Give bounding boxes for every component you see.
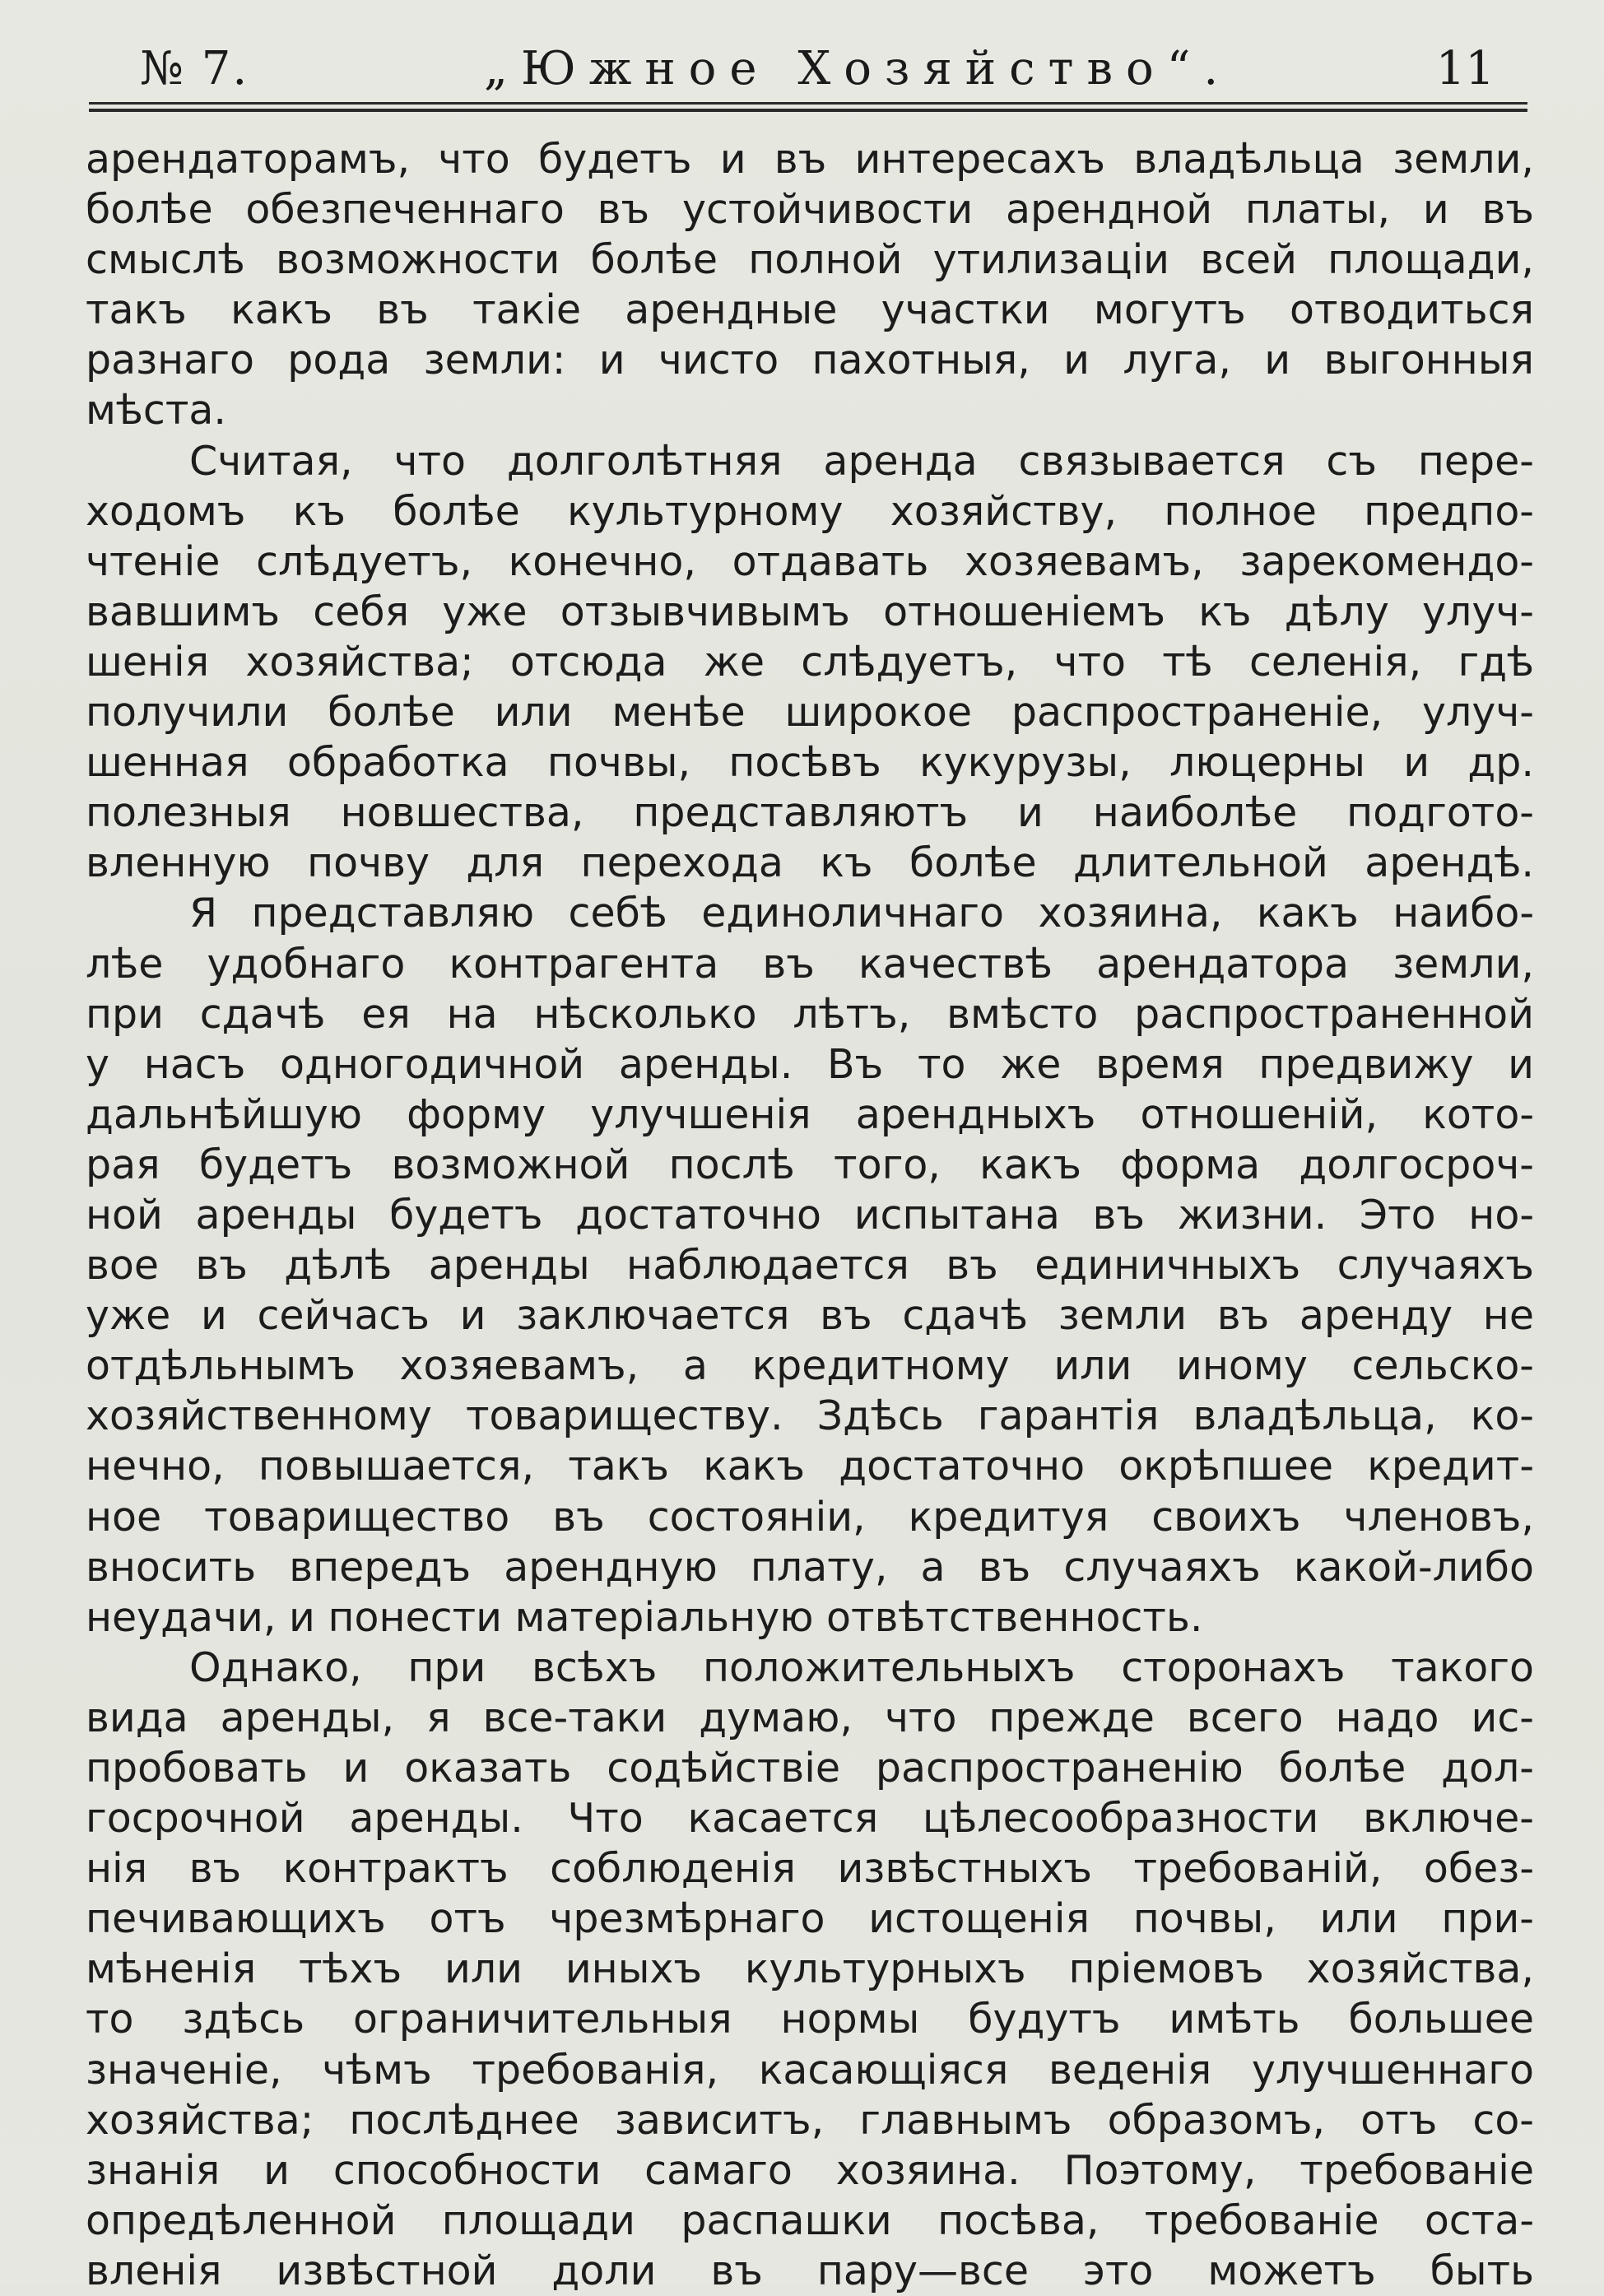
text-line: смыслѣ возможности болѣе полной утилизаціи всей площади, [86,236,1534,284]
text-line: арендаторамъ, что будетъ и въ интересахъ владѣльца земли, [86,136,1534,183]
page-number: 11 [1435,42,1495,95]
text-line: мѣненія тѣхъ или иныхъ культурныхъ пріемовъ хозяйства, [86,1945,1534,1993]
text-line: нія въ контрактъ соблюденія извѣстныхъ требованій, обез- [86,1845,1534,1893]
text-line: ное товарищество въ состояніи, кредитуя своихъ членовъ, [86,1493,1534,1541]
paragraph-start-line: Однако, при всѣхъ положительныхъ сторонахъ такого [189,1643,1534,1691]
text-line: ной аренды будетъ достаточно испытана въ жизни. Это но- [86,1191,1534,1239]
header-rule-thin [89,102,1527,105]
text-line: дальнѣйшую форму улучшенія арендныхъ отношеній, кото- [86,1090,1534,1138]
text-line: разнаго рода земли: и чисто пахотныя, и луга, и выгонныя [86,337,1534,384]
text-line: лѣе удобнаго контрагента въ качествѣ арендатора земли, [86,940,1534,988]
text-line: знанія и способности самаго хозяина. Поэтому, требованіе [86,2146,1534,2194]
journal-title: „Южное Хозяйство“. [484,42,1232,95]
text-line: печивающихъ отъ чрезмѣрнаго истощенія почвы, или при- [86,1895,1534,1943]
text-line: отдѣльнымъ хозяевамъ, а кредитному или иному сельско- [86,1342,1534,1390]
running-header [89,36,1527,102]
text-line: опредѣленной площади распашки посѣва, требованіе оста- [86,2196,1534,2244]
text-line: пробовать и оказать содѣйствіе распространенію болѣе дол- [86,1745,1534,1792]
text-line: вленную почву для перехода къ болѣе длительной арендѣ. [86,839,1534,887]
header-rule-thick [89,109,1527,112]
text-line: значеніе, чѣмъ требованія, касающіяся веденія улучшеннаго [86,2046,1534,2094]
text-line: чтеніе слѣдуетъ, конечно, отдавать хозяевамъ, зарекомендо- [86,537,1534,585]
text-line: то здѣсь ограничительныя нормы будутъ имѣть большее [86,1996,1534,2043]
text-line: мѣста. [86,387,226,435]
text-line: хозяйства; послѣднее зависитъ, главнымъ образомъ, отъ со- [86,2096,1534,2144]
text-line: болѣе обезпеченнаго въ устойчивости арендной платы, и въ [86,186,1534,234]
paragraph-start-line: Считая, что долголѣтняя аренда связывается съ пере- [189,437,1534,485]
text-line: хозяйственному товариществу. Здѣсь гарантія владѣльца, ко- [86,1392,1534,1440]
text-line: шенная обработка почвы, посѣвъ кукурузы, люцерны и др. [86,739,1534,787]
text-line: шенія хозяйства; отсюда же слѣдуетъ, что тѣ селенія, гдѣ [86,638,1534,686]
text-line: при сдачѣ ея на нѣсколько лѣтъ, вмѣсто распространенной [86,990,1534,1038]
text-line: полезныя новшества, представляютъ и наиболѣе подгото- [86,789,1534,837]
text-line: вленія извѣстной доли въ пару—все это можетъ быть [86,2247,1534,2294]
text-line: уже и сейчасъ и заключается въ сдачѣ земли въ аренду не [86,1292,1534,1340]
body-text [86,134,1534,2296]
text-line: госрочной аренды. Что касается цѣлесообразности включе- [86,1795,1534,1843]
text-line: нечно, повышается, такъ какъ достаточно окрѣпшее кредит- [86,1443,1534,1490]
text-line: вида аренды, я все-таки думаю, что прежде всего надо ис- [86,1694,1534,1741]
text-line: получили болѣе или менѣе широкое распространеніе, улуч- [86,689,1534,737]
text-line: неудачи, и понести матеріальную отвѣтственность. [86,1593,1203,1641]
text-line: у насъ одногодичной аренды. Въ то же время предвижу и [86,1040,1534,1088]
text-line: рая будетъ возможной послѣ того, какъ форма долгосроч- [86,1141,1534,1188]
issue-number: № 7. [140,42,249,95]
text-line: вавшимъ себя уже отзывчивымъ отношеніемъ къ дѣлу улуч- [86,588,1534,635]
text-line: вое въ дѣлѣ аренды наблюдается въ единичныхъ случаяхъ [86,1242,1534,1290]
paragraph-start-line: Я представляю себѣ единоличнаго хозяина, какъ наибо- [189,890,1534,937]
text-line: вносить впередъ арендную плату, а въ случаяхъ какой-либо [86,1543,1534,1591]
text-line: такъ какъ въ такіе арендные участки могутъ отводиться [86,286,1534,334]
text-line: ходомъ къ болѣе культурному хозяйству, полное предпо- [86,487,1534,535]
